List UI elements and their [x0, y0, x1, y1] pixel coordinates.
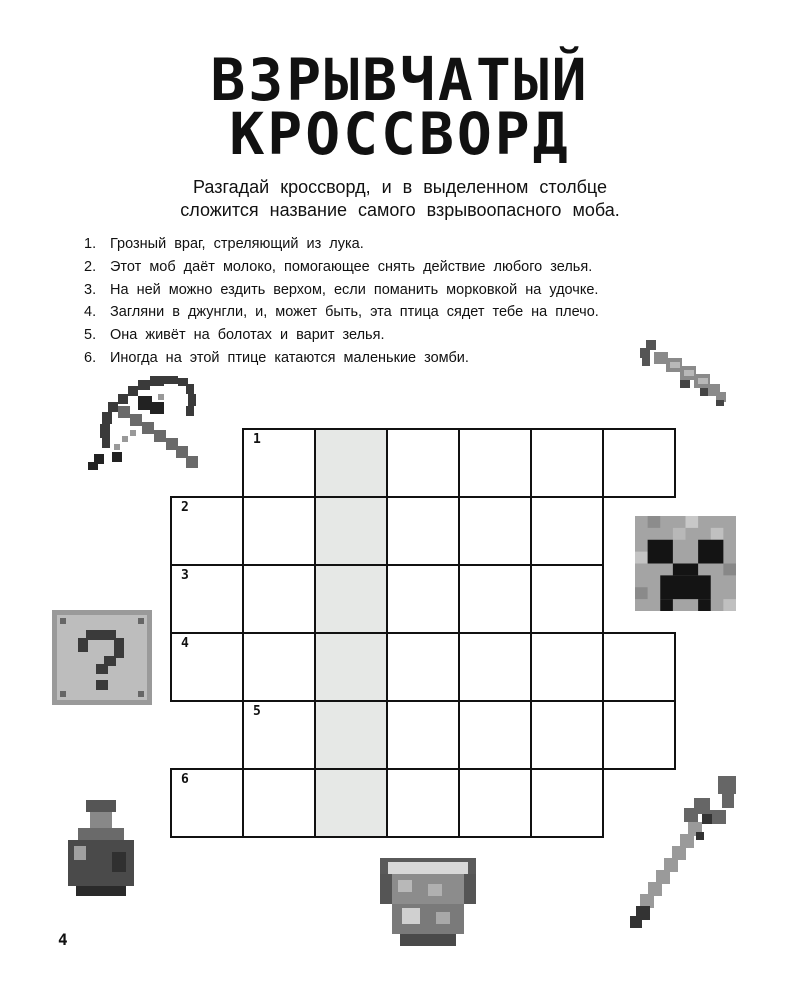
crossword-cell — [458, 428, 532, 498]
crossword-cell — [170, 768, 244, 838]
clue-text: Грозный враг, стреляющий из лука. — [110, 236, 364, 252]
clue-text: На ней можно ездить верхом, если поманить морковкой на удочке. — [110, 281, 599, 298]
crossword-cell-highlighted — [314, 768, 388, 838]
crossword-cell — [530, 768, 604, 838]
crossword-cell — [242, 496, 316, 566]
crossword-cell — [242, 700, 316, 770]
crossword-cell — [170, 564, 244, 634]
clue-item — [84, 233, 599, 256]
crossword-cell — [458, 700, 532, 770]
crossword-cell — [242, 428, 316, 498]
question-block-icon — [52, 610, 152, 705]
crossword-cell — [602, 632, 676, 702]
crossword-row-number: 3 — [181, 568, 189, 583]
clue-text: Загляни в джунгли, и, может быть, эта птица сядет тебе на плечо. — [110, 304, 599, 321]
crossword-row-number: 1 — [253, 432, 261, 447]
crossword-cell — [386, 632, 460, 702]
clue-number: 4. — [84, 304, 97, 321]
crossword-cell — [386, 700, 460, 770]
crossword-cell — [170, 496, 244, 566]
creeper-face-icon — [635, 516, 736, 611]
clue-item — [84, 279, 599, 302]
crossword-cell — [530, 564, 604, 634]
crossword-cell — [242, 768, 316, 838]
page-title-line-1: ВЗРЫВЧАТЫЙ — [210, 46, 590, 114]
clue-text: Иногда на этой птице катаются маленькие зомби. — [110, 349, 469, 366]
clue-text: Она живёт на болотах и варит зелья. — [110, 327, 385, 344]
fish-icon — [640, 340, 734, 410]
intro-text — [0, 176, 800, 222]
clue-text: Этот моб даёт молоко, помогающее снять действие любого зелья. — [110, 258, 593, 275]
intro-line-2: сложится название самого взрывоопасного моба. — [180, 200, 620, 220]
clue-item — [84, 347, 599, 370]
crossword-cell-highlighted — [314, 564, 388, 634]
clue-number: 6. — [84, 349, 97, 366]
crossword-cell — [386, 496, 460, 566]
crossword-cell — [458, 564, 532, 634]
clue-list — [84, 233, 599, 370]
crossword-row-number: 5 — [253, 704, 261, 719]
crossword-cell — [530, 428, 604, 498]
clue-number: 3. — [84, 281, 97, 298]
crossword-cell-highlighted — [314, 428, 388, 498]
clue-item — [84, 324, 599, 347]
clue-number: 1. — [84, 236, 97, 252]
potion-bottle-icon — [64, 800, 138, 896]
crossword-row-number: 4 — [181, 636, 189, 651]
crossword-cell — [458, 632, 532, 702]
crossword-row-number: 6 — [181, 772, 189, 787]
clue-item — [84, 256, 599, 279]
crossword-cell — [386, 428, 460, 498]
clue-number: 5. — [84, 327, 97, 344]
crossword-cell — [386, 768, 460, 838]
crossbow-icon — [88, 372, 210, 482]
crossword-cell — [530, 496, 604, 566]
crossword-cell — [458, 768, 532, 838]
crossword-cell — [602, 700, 676, 770]
crossword-cell — [602, 428, 676, 498]
crossword-cell — [242, 564, 316, 634]
crossword-cell-highlighted — [314, 632, 388, 702]
crossword-cell-highlighted — [314, 700, 388, 770]
page-title-line-2: КРОССВОРД — [229, 100, 571, 168]
sword-icon — [630, 772, 742, 930]
crossword-cell — [458, 496, 532, 566]
crossword-cell — [242, 632, 316, 702]
crossword-row-number: 2 — [181, 500, 189, 515]
intro-line-1: Разгадай кроссворд, и в выделенном столбце — [193, 177, 607, 197]
crossword-cell — [170, 632, 244, 702]
crossword-cell — [530, 700, 604, 770]
clue-item — [84, 301, 599, 324]
crossword-cell-highlighted — [314, 496, 388, 566]
page-number: 4 — [58, 930, 68, 949]
crossword-cell — [530, 632, 604, 702]
milk-bucket-icon — [380, 858, 476, 948]
crossword-cell — [386, 564, 460, 634]
clue-number: 2. — [84, 258, 97, 275]
